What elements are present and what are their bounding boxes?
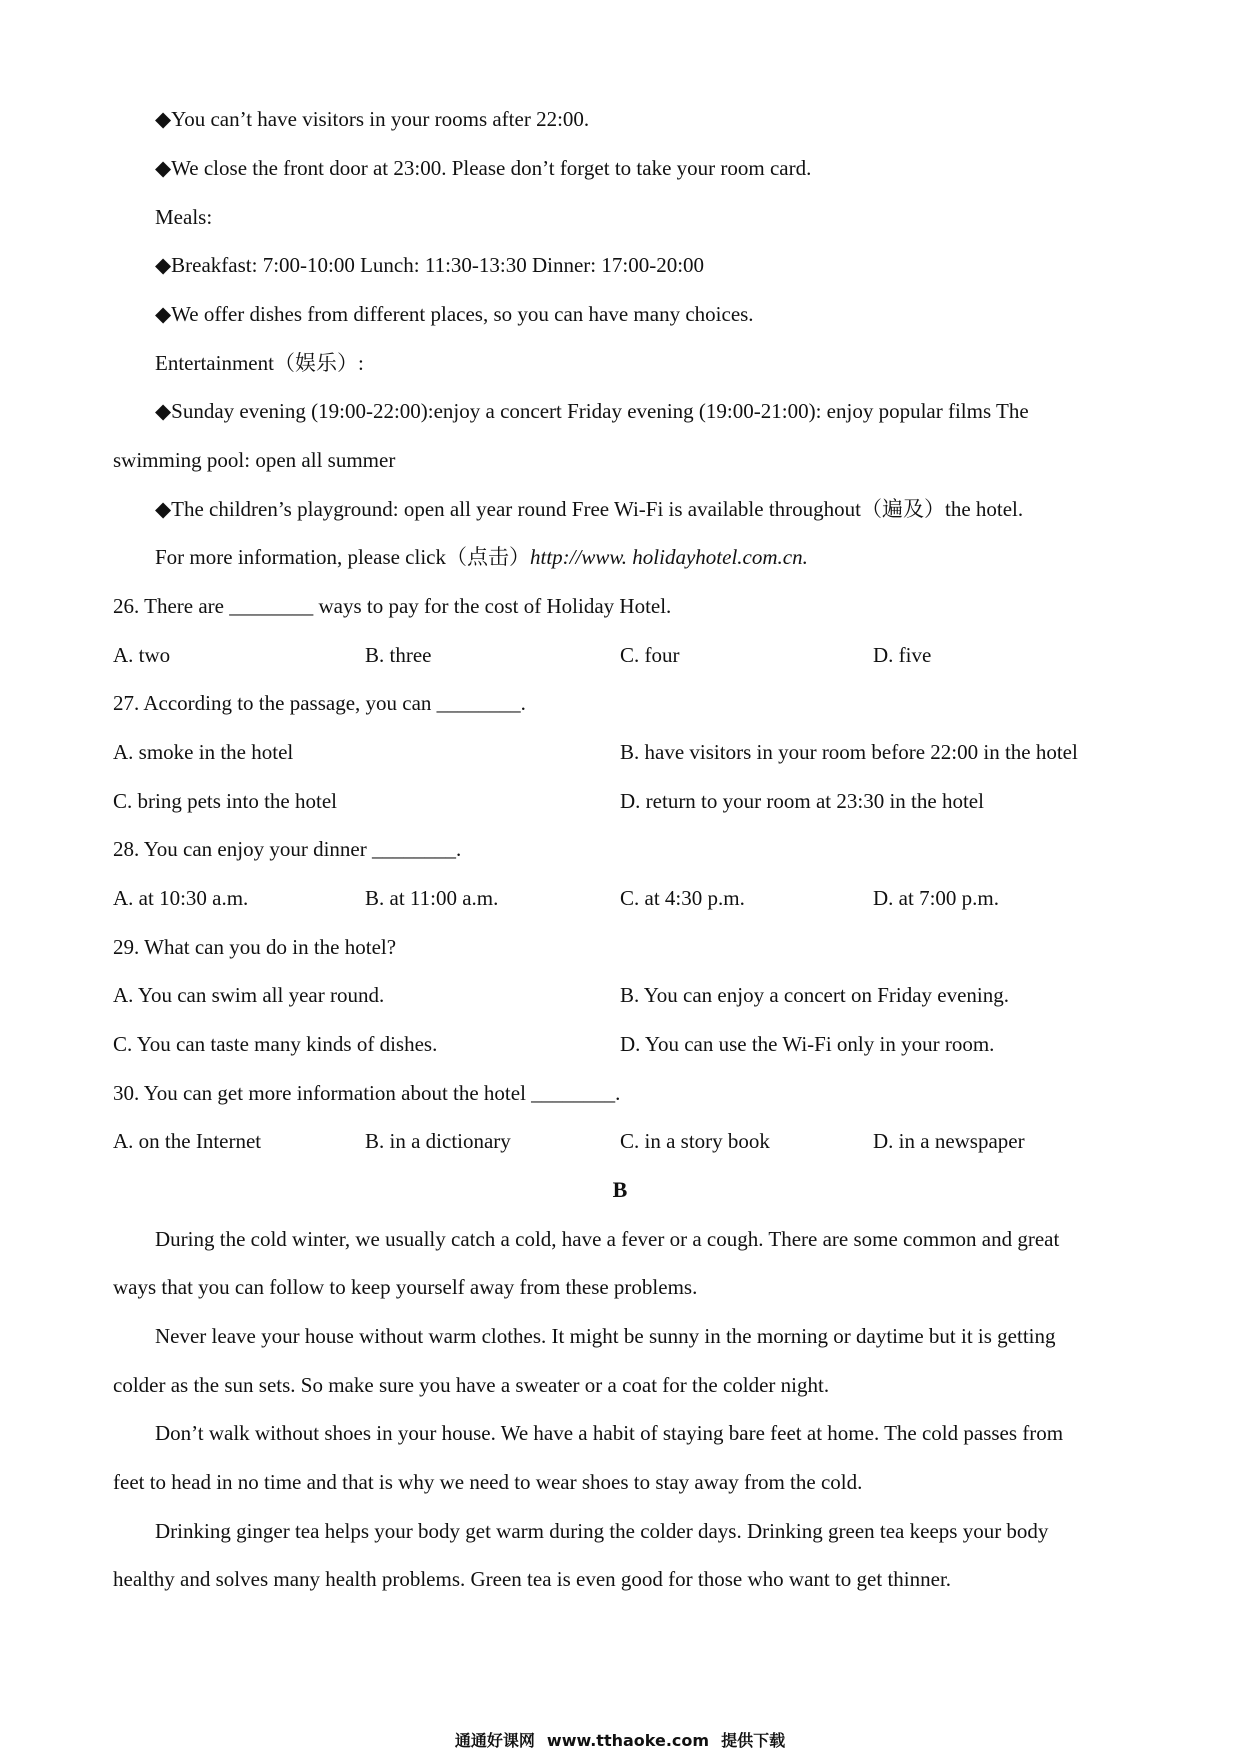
question-27-stem: 27. According to the passage, you can ________. (113, 691, 526, 715)
question-27-option-b: B. have visitors in your room before 22:00 in the hotel (620, 740, 1078, 764)
section-b-heading: B (612, 1177, 628, 1202)
footer-note: 提供下载 (721, 1731, 786, 1750)
passage-b-para-4b: healthy and solves many health problems. Green tea is even good for those who want to get thinner. (113, 1567, 952, 1591)
question-27-option-c: C. bring pets into the hotel (113, 789, 337, 813)
passage-b-para-3b: feet to head in no time and that is why we need to wear shoes to stay away from the cold. (113, 1470, 863, 1494)
question-29-option-b: B. You can enjoy a concert on Friday evening. (620, 983, 1010, 1007)
meals-dishes: ◆We offer dishes from different places, so you can have many choices. (155, 302, 754, 326)
more-info-line (155, 544, 808, 570)
question-28-stem: 28. You can enjoy your dinner ________. (113, 837, 462, 861)
question-27-option-a: A. smoke in the hotel (113, 740, 294, 764)
hotel-website-link[interactable]: http://www. holidayhotel.com.cn. (530, 545, 808, 569)
question-29-stem: 29. What can you do in the hotel? (113, 935, 397, 959)
entertainment-line-2: ◆The children’s playground: open all year round Free Wi-Fi is available throughout（遍及）the hotel. (155, 497, 1024, 521)
entertainment-line-1b: swimming pool: open all summer (113, 448, 396, 472)
question-27-option-d: D. return to your room at 23:30 in the hotel (620, 789, 984, 813)
question-29-option-d: D. You can use the Wi-Fi only in your room. (620, 1032, 995, 1056)
question-26-option-d: D. five (873, 643, 932, 667)
rule-front-door: ◆We close the front door at 23:00. Please don’t forget to take your room card. (155, 156, 812, 180)
meals-times: ◆Breakfast: 7:00-10:00 Lunch: 11:30-13:30 Dinner: 17:00-20:00 (155, 253, 705, 277)
footer-site-name: 通通好课网 (454, 1731, 535, 1750)
passage-b-para-3a: Don’t walk without shoes in your house. We have a habit of staying bare feet at home. The cold passes from (155, 1421, 1064, 1445)
question-26-stem: 26. There are ________ ways to pay for the cost of Holiday Hotel. (113, 594, 672, 618)
passage-b-para-2b: colder as the sun sets. So make sure you have a sweater or a coat for the colder night. (113, 1373, 830, 1397)
footer-site-url[interactable]: www.tthaoke.com (546, 1731, 710, 1750)
entertainment-line-1a: ◆Sunday evening (19:00-22:00):enjoy a concert Friday evening (19:00-21:00): enjoy popular films The (155, 399, 1029, 423)
question-28-option-a: A. at 10:30 a.m. (113, 886, 249, 910)
page-footer (0, 1728, 1240, 1751)
more-info-text: For more information, please click（点击） (155, 545, 530, 569)
passage-b-para-1b: ways that you can follow to keep yourself away from these problems. (113, 1275, 698, 1299)
question-26-option-c: C. four (620, 643, 680, 667)
question-28-option-b: B. at 11:00 a.m. (365, 886, 499, 910)
question-26-option-b: B. three (365, 643, 432, 667)
entertainment-heading: Entertainment（娱乐）: (155, 351, 364, 375)
question-30-option-c: C. in a story book (620, 1129, 770, 1153)
passage-b-para-2a: Never leave your house without warm clothes. It might be sunny in the morning or daytime but it is getting (155, 1324, 1056, 1348)
question-30-option-d: D. in a newspaper (873, 1129, 1025, 1153)
question-30-option-a: A. on the Internet (113, 1129, 262, 1153)
question-30-option-b: B. in a dictionary (365, 1129, 511, 1153)
question-29-option-c: C. You can taste many kinds of dishes. (113, 1032, 438, 1056)
rule-visitors: ◆You can’t have visitors in your rooms after 22:00. (155, 107, 590, 131)
question-29-option-a: A. You can swim all year round. (113, 983, 385, 1007)
meals-heading: Meals: (155, 205, 213, 229)
passage-b-para-4a: Drinking ginger tea helps your body get warm during the colder days. Drinking green tea keeps your body (155, 1519, 1049, 1543)
question-28-option-c: C. at 4:30 p.m. (620, 886, 745, 910)
passage-b-para-1a: During the cold winter, we usually catch a cold, have a fever or a cough. There are some common and great (155, 1227, 1060, 1251)
question-30-stem: 30. You can get more information about the hotel ________. (113, 1081, 621, 1105)
question-28-option-d: D. at 7:00 p.m. (873, 886, 999, 910)
question-26-option-a: A. two (113, 643, 171, 667)
